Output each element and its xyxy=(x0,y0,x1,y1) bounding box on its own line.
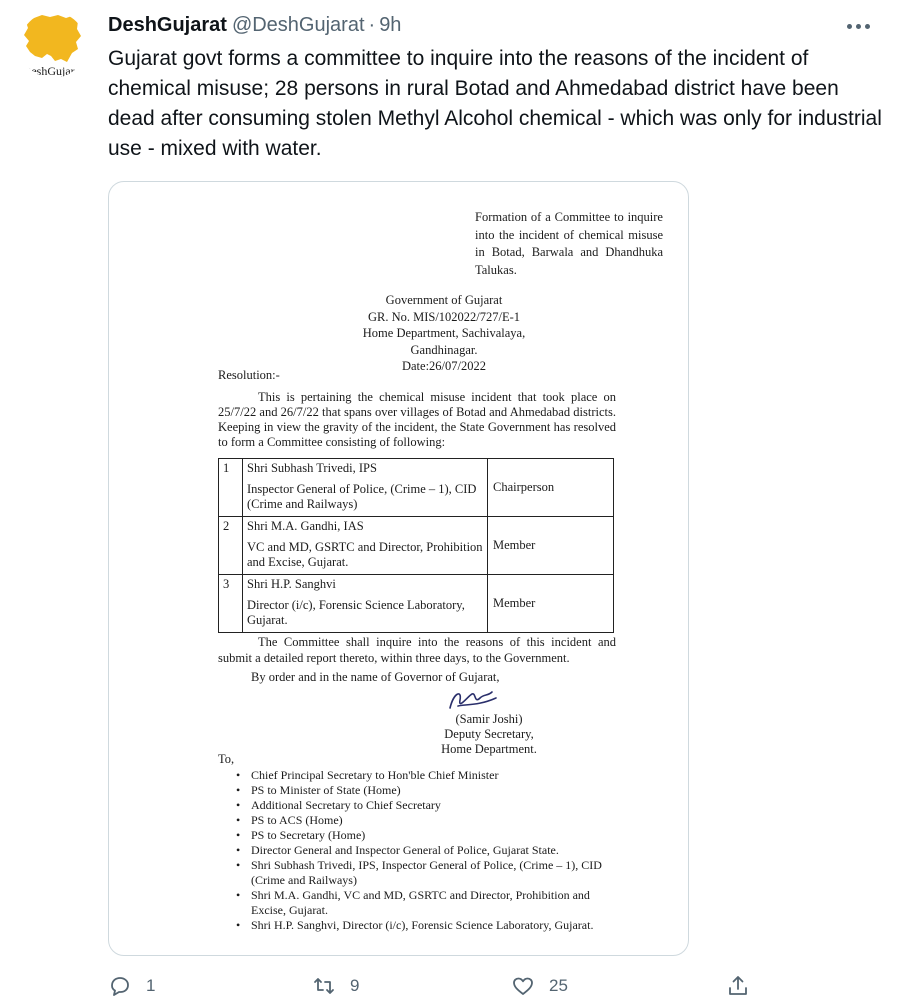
order-line: By order and in the name of Governor of Gujarat, xyxy=(251,670,500,684)
retweet-count: 9 xyxy=(350,976,360,995)
signer-block xyxy=(429,712,549,757)
reply-button[interactable] xyxy=(108,972,155,1000)
signer-title: Deputy Secretary, xyxy=(444,727,534,741)
member-name: Shri H.P. Sanghvi xyxy=(247,577,336,591)
avatar-label: DeshGujarat xyxy=(22,64,84,78)
header-line: Home Department, Sachivalaya, xyxy=(362,326,526,340)
list-item: • PS to Minister of State (Home) xyxy=(236,783,616,798)
closing-paragraph: The Committee shall inquire into the reasons of this incident and submit a detailed report thereto, within three days, to the Government. xyxy=(218,635,616,665)
list-item: • Director General and Inspector General of Police, Gujarat State. xyxy=(236,843,616,858)
list-item: • PS to ACS (Home) xyxy=(236,813,616,828)
member-name: Shri M.A. Gandhi, IAS xyxy=(247,519,364,533)
member-description xyxy=(243,517,488,575)
heart-icon xyxy=(511,974,535,998)
table-row xyxy=(219,575,614,633)
intro-paragraph: This is pertaining the chemical misuse incident that took place on 25/7/22 and 26/7/22 that spans over villages of Botad and Ahmedabad districts. Keeping in view the gravity of the incident, the State Government has resolved to form a Committee consisting of following: xyxy=(218,390,616,449)
recipients-label: To, xyxy=(218,752,235,766)
resolution-label: Resolution:- xyxy=(218,368,280,382)
government-document xyxy=(109,182,688,955)
document-intro xyxy=(218,390,616,450)
list-item: • Chief Principal Secretary to Hon'ble Chief Minister xyxy=(236,768,616,783)
tweet-image[interactable] xyxy=(108,181,689,956)
table-row xyxy=(219,459,614,517)
share-button[interactable] xyxy=(726,972,750,1000)
tweet-actions xyxy=(108,972,900,1000)
retweet-button[interactable] xyxy=(312,972,359,1000)
header-line: Government of Gujarat xyxy=(385,293,503,307)
header-line: Date:26/07/2022 xyxy=(401,359,486,373)
reply-count: 1 xyxy=(146,976,156,995)
reply-icon xyxy=(108,974,132,998)
header-line: Gandhinagar. xyxy=(410,342,478,357)
member-title: Director (i/c), Forensic Science Laboratory, Gujarat. xyxy=(247,598,465,627)
member-role: Chairperson xyxy=(488,459,614,517)
member-title: VC and MD, GSRTC and Director, Prohibition and Excise, Gujarat. xyxy=(247,540,483,569)
document-closing xyxy=(218,635,616,666)
header-line: GR. No. MIS/102022/727/E-1 xyxy=(367,309,521,324)
member-title: Inspector General of Police, (Crime – 1), CID (Crime and Railways) xyxy=(247,482,477,511)
signer-name: (Samir Joshi) xyxy=(455,712,523,726)
list-item: • Shri M.A. Gandhi, VC and MD, GSRTC and Director, Prohibition and Excise, Gujarat. xyxy=(236,888,616,918)
signer-department: Home Department. xyxy=(441,742,537,756)
list-item: • PS to Secretary (Home) xyxy=(236,828,616,843)
more-dot-icon xyxy=(847,24,852,29)
tweet-text: Gujarat govt forms a committee to inquire into the reasons of the incident of chemical misuse; 28 persons in rural Botad and Ahmedabad district have been dead after consuming stolen Methyl Alcohol chemical - which was only for industrial use - mixed with water. xyxy=(108,47,882,160)
recipients-list xyxy=(236,768,616,933)
member-name: Shri Subhash Trivedi, IPS xyxy=(247,461,377,475)
author-name[interactable]: DeshGujarat xyxy=(108,14,227,36)
member-number: 2 xyxy=(219,517,243,575)
like-button[interactable] xyxy=(511,972,568,1000)
member-description xyxy=(243,459,488,517)
list-item: • Additional Secretary to Chief Secretary xyxy=(236,798,616,813)
more-options-button[interactable] xyxy=(840,12,876,40)
list-item: • Shri Subhash Trivedi, IPS, Inspector General of Police, (Crime – 1), CID (Crime and Railways) xyxy=(236,858,616,888)
like-count: 25 xyxy=(549,976,568,995)
more-dot-icon xyxy=(856,24,861,29)
member-role: Member xyxy=(488,575,614,633)
tweet-header xyxy=(108,14,401,38)
member-number: 3 xyxy=(219,575,243,633)
document-header xyxy=(319,292,569,375)
share-icon xyxy=(726,974,750,998)
author-handle[interactable]: @DeshGujarat xyxy=(231,14,365,36)
separator-dot: · xyxy=(368,14,376,36)
tweet-time[interactable]: 9h xyxy=(379,14,402,36)
more-dot-icon xyxy=(865,24,870,29)
table-row xyxy=(219,517,614,575)
document-subject: Formation of a Committee to inquire into the incident of chemical misuse in Botad, Barwala and Dhandhuka Talukas. xyxy=(475,210,663,277)
member-number: 1 xyxy=(219,459,243,517)
retweet-icon xyxy=(312,974,336,998)
member-description xyxy=(243,575,488,633)
committee-table xyxy=(218,458,614,633)
avatar[interactable] xyxy=(20,12,86,78)
member-role: Member xyxy=(488,517,614,575)
list-item: • Shri H.P. Sanghvi, Director (i/c), Forensic Science Laboratory, Gujarat. xyxy=(236,918,616,933)
